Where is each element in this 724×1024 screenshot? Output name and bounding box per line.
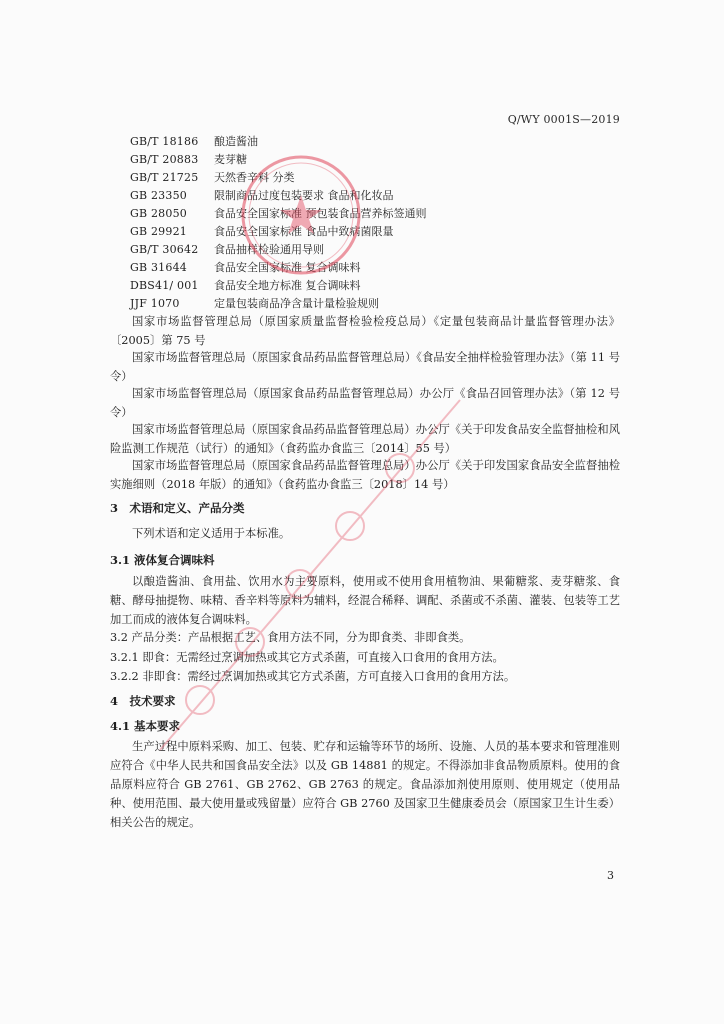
reference-row [130,223,630,241]
classification-paragraph: 3.2 产品分类：产品根据工艺、食用方法不同，分为即食类、非即食类。 [110,631,471,644]
reference-code: DBS41/ 001 [130,279,199,292]
reference-title: 限制商品过度包装要求 食品和化妆品 [214,189,394,202]
reference-code: JJF 1070 [130,297,180,310]
reference-title: 酿造酱油 [214,135,258,148]
regulation-paragraph: 国家市场监督管理总局（原国家食品药品监督管理总局）《食品安全抽样检验管理办法》（第 11 号令） [110,351,620,383]
reference-list [130,133,630,313]
page-number: 3 [607,869,614,882]
regulation-paragraph: 国家市场监督管理总局（原国家食品药品监督管理总局）办公厅《关于印发食品安全监督抽检和风险监测工作规范（试行）的通知》（食药监办食监三〔2014〕55 号） [110,423,620,455]
reference-code: GB/T 21725 [130,171,199,184]
section-heading-text: 4.1 基本要求 [110,719,181,733]
reference-row [130,169,630,187]
reference-code: GB 31644 [130,261,187,274]
reference-row [130,205,630,223]
reference-row [130,241,630,259]
reference-title: 食品安全国家标准 复合调味料 [214,261,361,274]
reference-row [130,187,630,205]
reference-code: GB/T 30642 [130,243,199,256]
reference-row [130,295,630,313]
reference-code: GB 23350 [130,189,187,202]
regulation-paragraph: 国家市场监督管理总局（原国家食品药品监督管理总局）办公厅《关于印发国家食品安全监督抽检实施细则（2018 年版）的通知》（食药监办食监三〔2018〕14 号） [110,459,620,491]
reference-title: 麦芽糖 [214,153,247,166]
reference-row [130,151,630,169]
classification-item: 3.2.1 即食：无需经过烹调加热或其它方式杀菌，可直接入口食用的食用方法。 [110,651,504,664]
section-heading-text: 3 术语和定义、产品分类 [110,501,245,515]
reference-row [130,277,630,295]
section-heading-text: 4 技术要求 [110,694,176,708]
reference-title: 食品安全国家标准 预包装食品营养标签通则 [214,207,427,220]
reference-title: 定量包装商品净含量计量检验规则 [214,297,379,310]
reference-row [130,259,630,277]
reference-code: GB/T 18186 [130,135,199,148]
regulation-paragraph: 国家市场监督管理总局（原国家质量监督检验检疫总局）《定量包装商品计量监督管理办法》〔2005〕第 75 号 [110,315,620,347]
regulation-paragraph: 国家市场监督管理总局（原国家食品药品监督管理总局）办公厅《食品召回管理办法》（第 12 号令） [110,387,620,419]
section-heading-text: 3.1 液体复合调味料 [110,553,215,567]
standard-code: Q/WY 0001S—2019 [507,113,620,126]
reference-row [130,133,630,151]
company-seal-stamp [226,140,376,290]
reference-title: 天然香辛料 分类 [214,171,295,184]
registration-watermark [140,380,480,760]
reference-code: GB 28050 [130,207,187,220]
reference-code: GB 29921 [130,225,187,238]
classification-item: 3.2.2 非即食：需经过烹调加热或其它方式杀菌，方可直接入口食用的食用方法。 [110,670,516,683]
definition-paragraph: 以酿造酱油、食用盐、饮用水为主要原料，使用或不使用食用植物油、果葡糖浆、麦芽糖浆、食糖、酵母抽提物、味精、香辛料等原料为辅料，经混合稀释、调配、杀菌或不杀菌、灌装、包装等工艺加工而成的液体复合调味料。 [110,575,620,626]
reference-title: 食品安全地方标准 复合调味料 [214,279,361,292]
intro-paragraph: 下列术语和定义适用于本标准。 [132,527,291,540]
reference-code: GB/T 20883 [130,153,199,166]
reference-title: 食品安全国家标准 食品中致病菌限量 [214,225,394,238]
requirements-paragraph: 生产过程中原料采购、加工、包装、贮存和运输等环节的场所、设施、人员的基本要求和管理准则应符合《中华人民共和国食品安全法》以及 GB 14881 的规定。不得添加非食品物质原料。使用的食品原料应符合 GB 2761、GB 2762、GB 2763 的规定。食品添加剂使用原则、使用规定（使用品种、使用范围、最大使用量或残留量）应符合 GB 2760 及国家卫生健康委员会（原国家卫生计生委）相关公告的规定。 [110,740,620,829]
reference-title: 食品抽样检验通用导则 [214,243,324,256]
